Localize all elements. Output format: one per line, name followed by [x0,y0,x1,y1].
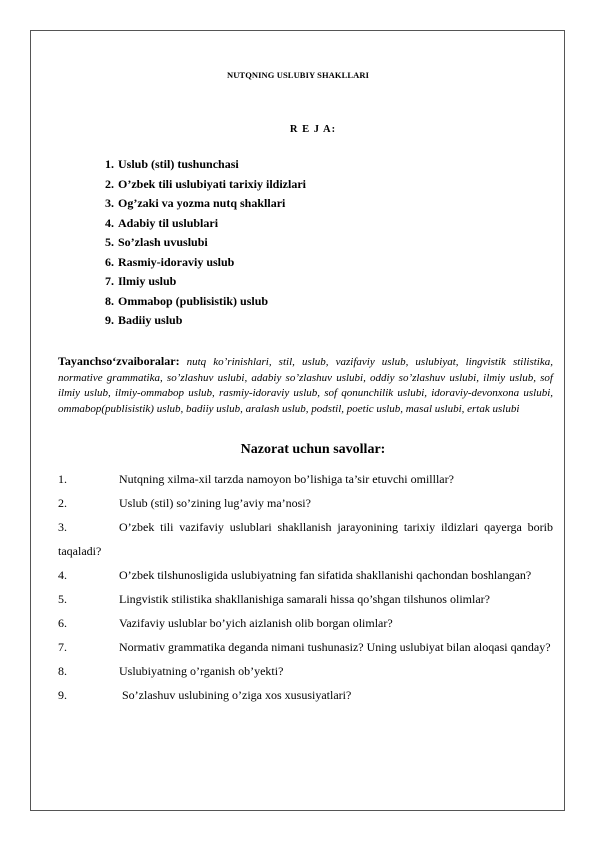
question-number: 8. [58,664,67,678]
question-number: 3. [58,520,67,534]
plan-item [92,292,306,312]
question-text: Vazifaviy uslublar bo’yich aizlanish olib borgan olimlar? [119,616,393,630]
plan-item-number: 1. [105,157,114,171]
question-number: 4. [58,568,67,582]
keywords-text: nutq ko’rinishlari, stil, uslub, vazifaviy uslub, uslubiyat, lingvistik stilistika, normative grammatika, so’zlashuv uslubi, adabiy so’zlashuv uslubi, oddiy so’zlashuv uslubi, ilmiy uslub, sof ilmiy uslub, ilmiy-ommabop uslub, rasmiy-idoraviy uslub, sof qonunchilik uslubi, idoraviy-devonxona uslubi, ommabop(publisistik) uslub, badiiy uslub, aralash uslub, podstil, poetic uslub, masal uslubi, ertak uslubi [58,356,553,415]
question-text: O’zbek tili vazifaviy uslublari shakllanish jarayonining tarixiy ildizlari qayerga borib taqaladi? [58,520,553,558]
plan-item-number: 4. [105,215,114,230]
plan-item [92,214,306,234]
plan-item [92,175,306,195]
question-item [58,659,553,683]
plan-item-text: Badiiy uslub [118,313,183,327]
question-item [58,491,553,515]
plan-item-text: So’zlash uvuslubi [118,235,208,249]
plan-item [92,253,306,273]
question-item [58,467,553,491]
question-number: 6. [58,616,67,630]
plan-item-number: 3. [105,196,114,210]
question-item [58,563,553,587]
plan-item-number: 2. [105,176,114,191]
plan-item-number: 7. [105,274,114,288]
plan-item [92,233,306,253]
plan-item [92,155,306,175]
plan-item [92,311,306,331]
plan-item-number: 8. [105,293,114,308]
plan-item [92,194,306,214]
question-number: 9. [58,688,67,702]
plan-item-text: Ommabop (publisistik) uslub [118,293,269,308]
plan-item-text: Ilmiy uslub [118,274,177,288]
question-number: 5. [58,592,67,606]
plan-item-number: 9. [105,313,114,327]
plan-item-text: Uslub (stil) tushunchasi [118,157,239,171]
plan-list [92,155,306,331]
question-text: Nutqning xilma-xil tarzda namoyon bo’lishiga ta’sir etuvchi omilllar? [119,472,454,486]
plan-item-text: Og’zaki va yozma nutq shakllari [118,196,286,210]
keywords-label: Tayanchso‘zvaiboralar: [58,354,180,368]
question-text: Uslub (stil) so’zining lug’aviy ma’nosi? [119,496,311,510]
questions-heading: Nazorat uchun savollar: [240,442,386,457]
document-title: NUTQNING USLUBIY SHAKLLARI [226,70,370,80]
plan-heading: R E J A: [289,124,337,135]
question-number: 7. [58,640,67,654]
keywords-paragraph [58,354,553,417]
plan-item-text: Rasmiy-idoraviy uslub [118,254,235,269]
plan-item-number: 5. [105,235,114,249]
question-item [58,635,553,659]
plan-item-text: O’zbek tili uslubiyati tarixiy ildizlari [118,176,307,191]
question-number: 2. [58,496,67,510]
question-text: Uslubiyatning o’rganish ob’yekti? [119,664,284,678]
question-text: So’zlashuv uslubining o’ziga xos xususiyatlari? [119,688,352,702]
question-item [58,611,553,635]
question-item [58,683,553,707]
question-text: Lingvistik stilistika shakllanishiga samarali hissa qo’shgan tilshunos olimlar? [119,592,490,606]
question-item [58,515,553,563]
question-text: O’zbek tilshunosligida uslubiyatning fan sifatida shakllanishi qachondan boshlangan? [119,568,532,582]
plan-item-text: Adabiy til uslublari [118,215,219,230]
plan-item-number: 6. [105,254,114,269]
plan-item [92,272,306,292]
question-item [58,587,553,611]
question-text: Normativ grammatika deganda nimani tushunasiz? Uning uslubiyat bilan aloqasi qanday? [119,640,551,654]
questions-list [58,467,553,707]
question-number: 1. [58,472,67,486]
